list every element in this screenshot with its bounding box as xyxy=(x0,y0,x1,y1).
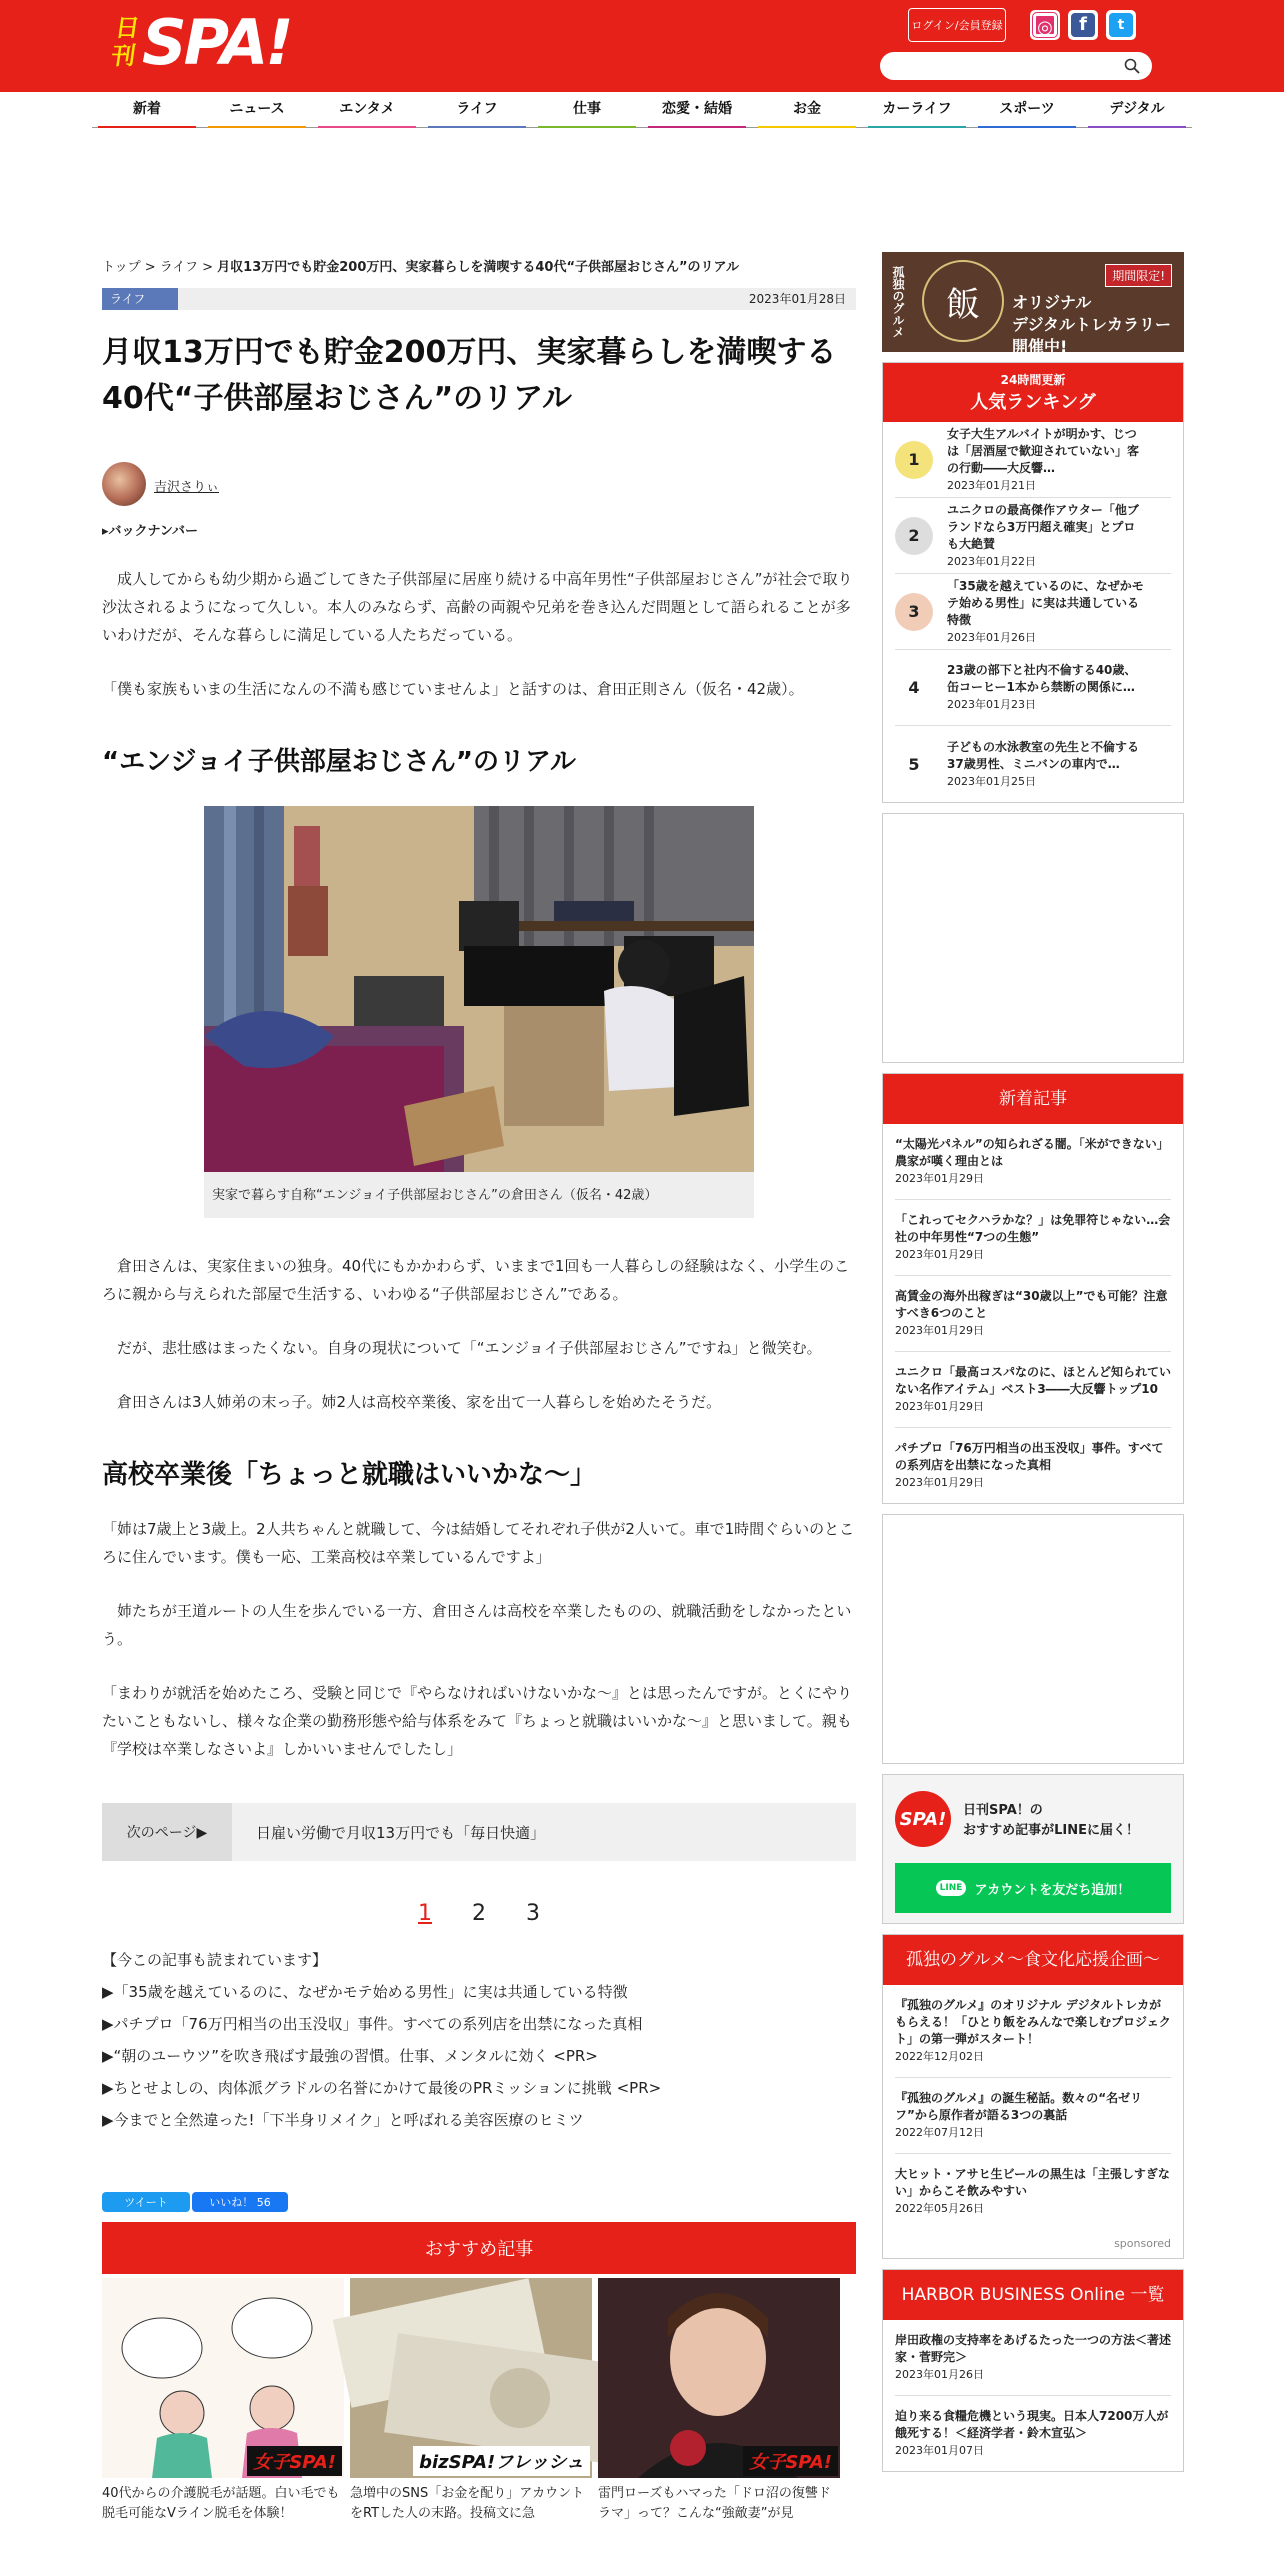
site-logo[interactable] xyxy=(109,6,291,80)
recommend-thumb xyxy=(598,2278,840,2478)
gourmet-item[interactable] xyxy=(895,2078,1171,2154)
share-buttons xyxy=(102,2192,856,2212)
new-article-title: ユニクロ「最高コスパなのに、ほとんど知られていない名作アイテム」ベスト3――大反響トップ10 xyxy=(895,1365,1172,1396)
nav-item-digital[interactable]: デジタル xyxy=(1082,92,1192,127)
photo-caption: 実家で暮らす自称“エンジョイ子供部屋おじさん”の倉田さん（仮名・42歳） xyxy=(204,1172,754,1218)
nav-item-sports[interactable]: スポーツ xyxy=(972,92,1082,127)
ranking-text xyxy=(947,502,1147,570)
search-icon[interactable] xyxy=(1124,58,1140,74)
sidebar xyxy=(882,252,1184,2472)
paragraph: だが、悲壮感はまったくない。自身の現状について「“エンジョイ子供部屋おじさん”ですね」と微笑む。 xyxy=(117,1339,822,1357)
ranking-item[interactable] xyxy=(895,650,1171,726)
rank-number: 4 xyxy=(908,678,920,697)
tweet-label: ツイート xyxy=(124,2196,168,2209)
pagination xyxy=(102,1901,856,1926)
paragraph: 成人してからも幼少期から過ごしてきた子供部屋に居座り続ける中高年男性“子供部屋おじさん”が社会で取り沙汰されるようになって久しい。本人のみならず、高齢の両親や兄弟を巻き込んだ問題として語られることが多いわけだが、そんな暮らしに満足している人たちだっている。 xyxy=(102,570,853,644)
ranking-header xyxy=(883,363,1183,422)
new-article-item[interactable] xyxy=(895,1200,1171,1276)
article-title: 月収13万円でも貯金200万円、実家暮らしを満喫する40代“子供部屋おじさん”のリアル xyxy=(102,335,837,416)
banner-text-3: 開催中! xyxy=(1012,337,1068,356)
paragraph: 「僕も家族もいまの生活になんの不満も感じていませんよ」と話すのは、倉田正則さん（仮名・42歳）。 xyxy=(102,680,804,698)
page-3-link[interactable]: 3 xyxy=(526,1901,540,1926)
gourmet-item-date: 2022年07月12日 xyxy=(895,2126,984,2139)
article-figure xyxy=(204,806,754,1218)
line-promo xyxy=(882,1774,1184,1924)
harbor-item[interactable] xyxy=(895,2320,1171,2396)
article-date: 2023年01月28日 xyxy=(748,292,846,306)
nav-item-money[interactable]: お金 xyxy=(752,92,862,127)
gourmet-banner[interactable] xyxy=(882,252,1184,356)
author-link[interactable]: 吉沢さりぃ xyxy=(154,480,220,495)
gourmet-item-title: 大ヒット・アサヒ生ビールの黒生は「主張しすぎない」からこそ飲みやすい xyxy=(895,2167,1170,2198)
breadcrumb-links[interactable]: トップ > ライフ > xyxy=(102,260,218,275)
ranking-item[interactable] xyxy=(895,574,1171,650)
ranking-item[interactable] xyxy=(895,422,1171,498)
banner-limited-tag: 期間限定! xyxy=(1105,264,1172,287)
section-heading: 高校卒業後「ちょっと就職はいいかな〜」 xyxy=(102,1460,597,1490)
related-item[interactable]: ▶パチプロ「76万円相当の出玉没収」事件。すべての系列店を出禁になった真相 xyxy=(102,2015,643,2033)
recommend-card[interactable] xyxy=(598,2278,840,2521)
recommend-title: 雷門ローズもハマった「ドロ沼の復讐ドラマ」って？こんな“強敵妻”が見 xyxy=(598,2486,831,2521)
recommend-thumb xyxy=(102,2278,344,2478)
gourmet-item-date: 2022年12月02日 xyxy=(895,2050,984,2063)
ranking-title: ユニクロの最高傑作アウター「他ブランドなら3万円超え確実」とプロも大絶賛 xyxy=(947,502,1139,551)
section-heading: “エンジョイ子供部屋おじさん”のリアル xyxy=(102,747,576,777)
like-label: いいね！ 56 xyxy=(209,2196,271,2209)
recommend-thumb xyxy=(350,2278,592,2478)
author-block xyxy=(102,462,856,506)
logo-spa: SPA! xyxy=(142,6,291,79)
login-button[interactable]: ログイン/会員登録 xyxy=(908,8,1006,42)
ranking-text xyxy=(947,426,1147,494)
ranking-item[interactable] xyxy=(895,498,1171,574)
instagram-glyph: ◎ xyxy=(1033,13,1057,37)
rank-number: 1 xyxy=(895,441,933,479)
new-article-date: 2023年01月29日 xyxy=(895,1324,984,1337)
related-item[interactable]: ▶今までと全然違った!「下半身リメイク」と呼ばれる美容医療のヒミツ xyxy=(102,2111,584,2129)
new-articles-box xyxy=(882,1073,1184,1504)
paragraph: 倉田さんは、実家住まいの独身。40代にもかかわらず、いままで1回も一人暮らしの経験はなく、小学生のころに親から与えられた部屋で生活する、いわゆる“子供部屋おじさん”である。 xyxy=(102,1257,850,1303)
banner-emblem: 飯 xyxy=(922,260,1004,342)
new-article-item[interactable] xyxy=(895,1124,1171,1200)
line-promo-text xyxy=(963,1801,1139,1841)
new-articles-title: 新着記事 xyxy=(883,1074,1183,1124)
related-item[interactable]: ▶ちとせよしの、肉体派グラドルの名誉にかけて最後のPRミッションに挑戦 <PR> xyxy=(102,2079,662,2097)
next-page-title: 日雇い労働で月収13万円でも「毎日快適」 xyxy=(256,1823,546,1842)
instagram-icon[interactable] xyxy=(1030,10,1060,40)
ranking-date: 2023年01月25日 xyxy=(947,774,1036,788)
recommend-title: 急増中のSNS「お金を配り」アカウントをRTした人の末路。投稿文に急 xyxy=(350,2486,585,2521)
brand-tag: 女子SPA! xyxy=(247,2446,342,2476)
harbor-item-date: 2023年01月26日 xyxy=(895,2368,984,2381)
related-heading: 【今この記事も読まれています】 xyxy=(102,1951,328,1969)
new-article-item[interactable] xyxy=(895,1276,1171,1352)
line-promo-line-2: おすすめ記事がLINEに届く！ xyxy=(963,1823,1140,1838)
next-page-link[interactable] xyxy=(102,1803,856,1861)
gourmet-item[interactable] xyxy=(895,1985,1171,2078)
new-article-date: 2023年01月29日 xyxy=(895,1400,984,1413)
harbor-item-title: 迫り来る食糧危機という現実。日本人7200万人が餓死する！＜経済学者・鈴木宣弘＞ xyxy=(895,2409,1169,2440)
banner-text-2: デジタルトレカラリー xyxy=(1012,315,1172,334)
breadcrumb-current: 月収13万円でも貯金200万円、実家暮らしを満喫する40代“子供部屋おじさん”のリアル xyxy=(217,260,740,275)
category-badge[interactable]: ライフ xyxy=(102,288,178,310)
related-articles xyxy=(102,1944,856,2136)
new-article-title: パチプロ「76万円相当の出玉没収」事件。すべての系列店を出禁になった真相 xyxy=(895,1441,1164,1472)
line-icon: LINE xyxy=(936,1880,967,1896)
ranking-title: 人気ランキング xyxy=(970,392,1096,413)
ranking-title: 「35歳を越えているのに、なぜかモテ始める男性」に実は共通している特徴 xyxy=(947,578,1144,627)
recommend-heading: おすすめ記事 xyxy=(102,2222,856,2274)
gourmet-item-date: 2022年05月26日 xyxy=(895,2202,984,2215)
related-item[interactable]: ▶「35歳を越えているのに、なぜかモテ始める男性」に実は共通している特徴 xyxy=(102,1983,628,2001)
harbor-title: HARBOR BUSINESS Online 一覧 xyxy=(883,2270,1183,2320)
ranking-text xyxy=(947,739,1147,790)
recommend-title: 40代からの介護脱毛が話題。白い毛でも脱毛可能なVライン脱毛を体験！ xyxy=(102,2486,340,2521)
line-button-label: アカウントを友だち追加！ xyxy=(974,1882,1131,1898)
nav-item-work[interactable]: 仕事 xyxy=(532,92,642,127)
banner-side-text: 孤独のグルメ xyxy=(891,266,905,338)
ranking-date: 2023年01月23日 xyxy=(947,698,1036,711)
site-header xyxy=(0,0,1284,92)
gourmet-item-title: 『孤独のグルメ』のオリジナル デジタルトレカがもらえる！「ひとり飯をみんなで楽しむプロジェクト」の第一弾がスタート！ xyxy=(895,1998,1171,2046)
facebook-glyph: f xyxy=(1071,13,1095,37)
nav-item-love[interactable]: 恋愛・結婚 xyxy=(642,92,752,127)
search-input[interactable] xyxy=(880,52,1152,80)
room-illustration xyxy=(204,806,754,1172)
harbor-box xyxy=(882,2269,1184,2472)
brand-tag: 女子SPA! xyxy=(743,2446,838,2476)
recommend-card[interactable] xyxy=(350,2278,592,2521)
ranking-date: 2023年01月21日 xyxy=(947,478,1036,492)
harbor-item-title: 岸田政権の支持率をあげるたった一つの方法＜著述家・菅野完＞ xyxy=(895,2333,1172,2364)
sponsored-label: sponsored xyxy=(1114,2237,1171,2250)
twitter-glyph: t xyxy=(1109,13,1133,37)
nav-item-new[interactable]: 新着 xyxy=(92,92,202,127)
ranking-date: 2023年01月22日 xyxy=(947,554,1036,568)
gourmet-box xyxy=(882,1934,1184,2259)
new-article-title: “太陽光パネル”の知られざる闇。「米ができない」農家が嘆く理由とは xyxy=(895,1137,1169,1168)
rank-number: 5 xyxy=(908,754,920,774)
rank-number: 3 xyxy=(895,593,933,631)
new-article-item[interactable] xyxy=(895,1352,1171,1428)
ranking-date: 2023年01月26日 xyxy=(947,630,1036,644)
article-column xyxy=(102,256,856,2521)
harbor-item-date: 2023年01月07日 xyxy=(895,2444,984,2457)
rank-number: 2 xyxy=(895,517,933,555)
brand-tag: bizSPA!フレッシュ xyxy=(413,2446,590,2476)
ranking-sub: 24時間更新 xyxy=(1000,373,1066,387)
ranking-title: 子どもの水泳教室の先生と不倫する37歳男性、ミニバンの車内で… xyxy=(947,739,1140,771)
paragraph: 姉たちが王道ルートの人生を歩んでいる一方、倉田さんは高校を卒業したものの、就職活動をしなかったという。 xyxy=(102,1602,852,1648)
banner-text-1: オリジナル xyxy=(1012,293,1092,312)
tweet-button[interactable] xyxy=(102,2192,190,2212)
page-2-link[interactable]: 2 xyxy=(472,1901,486,1926)
paragraph: 「姉は7歳上と3歳上。2人共ちゃんと就職して、今は結婚してそれぞれ子供が2人いて。車で1時間ぐらいのところに住んでいます。僕も一応、工業高校は卒業しているんですよ」 xyxy=(102,1520,855,1566)
facebook-icon[interactable] xyxy=(1068,10,1098,40)
ranking-text xyxy=(947,578,1147,646)
line-add-friend-button[interactable] xyxy=(895,1863,1171,1913)
paragraph: 「まわりが就活を始めたころ、受験と同じで『やらなければいけないかな〜』とは思ったんですが。とくにやりたいこともないし、様々な企業の勤務形態や給与体系をみて『ちょっと就職はいいかな〜』と思いまして。親も『学校は卒業しなさいよ』しかいいませんでしたし」 xyxy=(102,1684,853,1758)
twitter-icon[interactable] xyxy=(1106,10,1136,40)
harbor-item[interactable] xyxy=(895,2396,1171,2471)
new-article-title: 「これってセクハラかな？」は免罪符じゃない…会社の中年男性“7つの生態” xyxy=(895,1213,1171,1244)
gourmet-item-title: 『孤独のグルメ』の誕生秘話。数々の“名ゼリフ”から原作者が語る3つの裏話 xyxy=(895,2091,1143,2122)
article-meta-bar xyxy=(102,288,856,310)
nav-item-news[interactable]: ニュース xyxy=(202,92,312,127)
new-article-title: 高賃金の海外出稼ぎは“30歳以上”でも可能？注意すべき6つのこと xyxy=(895,1289,1168,1320)
gourmet-item[interactable] xyxy=(895,2154,1171,2229)
like-button[interactable] xyxy=(192,2192,288,2212)
page-1-link[interactable]: 1 xyxy=(418,1901,432,1926)
ranking-item[interactable] xyxy=(895,726,1171,802)
main-nav xyxy=(92,92,1192,128)
ranking-box xyxy=(882,362,1184,803)
ranking-text xyxy=(947,662,1147,713)
banner-text xyxy=(1012,292,1171,358)
spa-logo-icon: SPA! xyxy=(895,1791,951,1847)
paragraph: 倉田さんは3人姉弟の末っ子。姉2人は高校卒業後、家を出て一人暮らしを始めたそうだ。 xyxy=(117,1393,722,1411)
line-promo-line-1: 日刊SPA！の xyxy=(963,1803,1043,1818)
next-page-label: 次のページ▶ xyxy=(102,1803,232,1861)
backnumber-link[interactable]: ▸バックナンバー xyxy=(102,524,198,539)
ranking-title: 女子大生アルバイトが明かす、じつは「居酒屋で歓迎されていない」客の行動――大反響… xyxy=(947,426,1140,475)
breadcrumb xyxy=(102,256,856,276)
nav-item-entame[interactable]: エンタメ xyxy=(312,92,422,127)
article-photo[interactable] xyxy=(204,806,754,1172)
logo-nikkan: 日刊 xyxy=(109,14,142,70)
avatar[interactable] xyxy=(102,462,146,506)
recommend-grid xyxy=(102,2278,856,2521)
related-item[interactable]: ▶“朝のユーウツ”を吹き飛ばす最強の習慣。仕事、メンタルに効く <PR> xyxy=(102,2047,598,2065)
gourmet-title: 孤独のグルメ～食文化応援企画～ xyxy=(883,1935,1183,1985)
recommend-card[interactable] xyxy=(102,2278,344,2521)
nav-item-life[interactable]: ライフ xyxy=(422,92,532,127)
ranking-title: 23歳の部下と社内不倫する40歳、缶コーヒー1本から禁断の関係に… xyxy=(947,663,1137,694)
ad-slot xyxy=(882,1514,1184,1764)
new-article-date: 2023年01月29日 xyxy=(895,1476,984,1489)
nav-item-carlife[interactable]: カーライフ xyxy=(862,92,972,127)
new-article-date: 2023年01月29日 xyxy=(895,1172,984,1185)
ad-slot xyxy=(882,813,1184,1063)
new-article-date: 2023年01月29日 xyxy=(895,1248,984,1261)
new-article-item[interactable] xyxy=(895,1428,1171,1503)
